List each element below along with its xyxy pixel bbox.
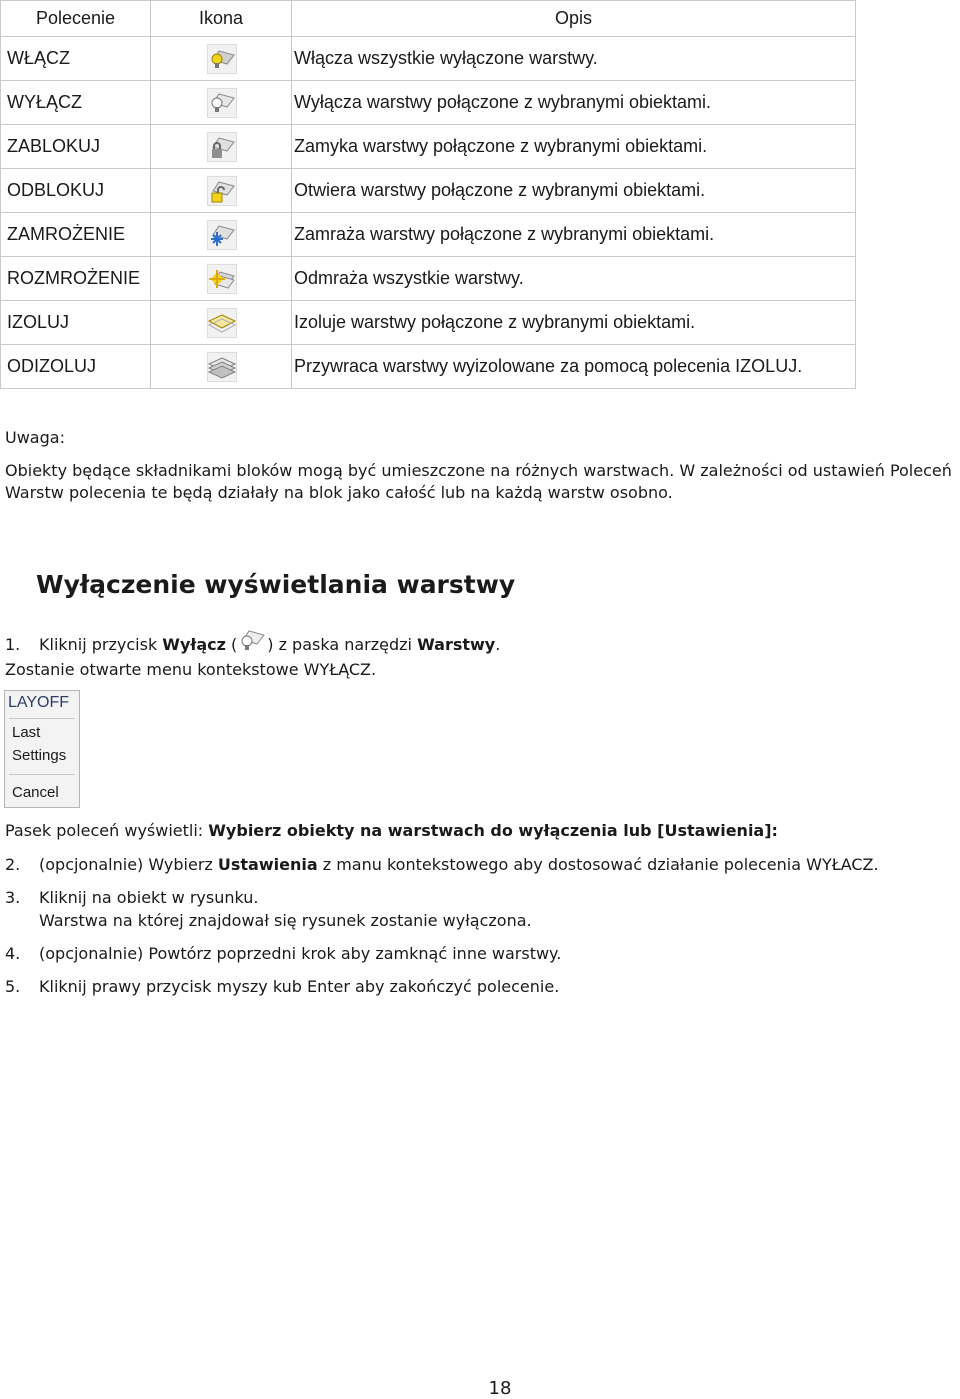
table-row: [1, 213, 856, 257]
description-cell: Wyłącza warstwy połączone z wybranymi obiektami.: [292, 81, 856, 125]
step-text: Kliknij na obiekt w rysunku.: [39, 888, 259, 907]
menu-separator: [9, 774, 75, 775]
unisolate-layer-icon: [207, 352, 237, 382]
table-row: [1, 37, 856, 81]
step-bold: Ustawienia: [217, 855, 318, 874]
lock-layer-icon: [207, 132, 237, 162]
header-command: Polecenie: [1, 1, 151, 37]
note-line-2: Warstw polecenia te będą działały na blok jako całość lub na każdą warstw osobno.: [5, 483, 673, 502]
step-text: Kliknij prawy przycisk myszy kub Enter aby zakończyć polecenie.: [39, 977, 560, 996]
freeze-layer-icon: [207, 220, 237, 250]
description-cell: Przywraca warstwy wyizolowane za pomocą polecenia IZOLUJ.: [292, 345, 856, 389]
prompt-text: Pasek poleceń wyświetli:: [5, 821, 209, 840]
note-line-1: Obiekty będące składnikami bloków mogą być umieszczone na różnych warstwach. W zależności od ustawień Poleceń: [5, 461, 952, 480]
table-row: [1, 345, 856, 389]
prompt-bold: Wybierz obiekty na warstwach do wyłączenia lub [Ustawienia]:: [208, 821, 778, 840]
step-text: Kliknij przycisk: [39, 635, 163, 654]
table-row: [1, 257, 856, 301]
command-cell: WŁĄCZ: [1, 37, 151, 81]
step-1: [5, 626, 500, 656]
step-text: z manu kontekstowego aby dostosować działanie polecenia WYŁACZ.: [317, 855, 879, 874]
step-number: 1.: [5, 635, 21, 654]
command-cell: ROZMROŻENIE: [1, 257, 151, 301]
command-cell: IZOLUJ: [1, 301, 151, 345]
table-row: [1, 301, 856, 345]
menu-item-last[interactable]: Last: [12, 724, 41, 741]
command-cell: ODBLOKUJ: [1, 169, 151, 213]
menu-item-settings[interactable]: Settings: [12, 747, 67, 764]
step-4: [5, 944, 561, 963]
bulb-off-icon: [237, 626, 267, 656]
step-text: (opcjonalnie) Powtórz poprzedni krok aby zamknąć inne warstwy.: [39, 944, 562, 963]
description-cell: Odmraża wszystkie warstwy.: [292, 257, 856, 301]
menu-title: LAYOFF: [8, 694, 70, 711]
step-bold: Warstwy: [417, 635, 496, 654]
description-cell: Izoluje warstwy połączone z wybranymi obiektami.: [292, 301, 856, 345]
isolate-layer-icon: [207, 308, 237, 338]
step-3: [5, 888, 259, 907]
step-1-note: Zostanie otwarte menu kontekstowe WYŁĄCZ.: [5, 660, 377, 679]
thaw-layer-icon: [207, 264, 237, 294]
step-2: [5, 855, 879, 874]
command-cell: ZABLOKUJ: [1, 125, 151, 169]
page-number: 18: [488, 1378, 512, 1399]
commands-table: [0, 0, 856, 389]
header-icon: Ikona: [151, 1, 292, 37]
table-row: [1, 169, 856, 213]
description-cell: Zamraża warstwy połączone z wybranymi obiektami.: [292, 213, 856, 257]
note-label: Uwaga:: [5, 428, 65, 447]
table-row: [1, 81, 856, 125]
bulb-off-icon: [207, 88, 237, 118]
step-3-line-2: Warstwa na której znajdował się rysunek zostanie wyłączona.: [39, 911, 532, 930]
description-cell: Zamyka warstwy połączone z wybranymi obiektami.: [292, 125, 856, 169]
step-number: 3.: [5, 888, 21, 907]
step-number: 2.: [5, 855, 21, 874]
layoff-context-menu: [4, 690, 80, 808]
header-description: Opis: [292, 1, 856, 37]
menu-item-cancel[interactable]: Cancel: [12, 784, 59, 801]
description-cell: Włącza wszystkie wyłączone warstwy.: [292, 37, 856, 81]
step-text: .: [495, 635, 501, 654]
table-row: [1, 125, 856, 169]
command-cell: WYŁĄCZ: [1, 81, 151, 125]
unlock-layer-icon: [207, 176, 237, 206]
step-bold: Wyłącz: [162, 635, 226, 654]
description-cell: Otwiera warstwy połączone z wybranymi obiektami.: [292, 169, 856, 213]
step-text: (: [225, 635, 238, 654]
command-prompt-line: [5, 821, 778, 840]
command-cell: ZAMROŻENIE: [1, 213, 151, 257]
command-cell: ODIZOLUJ: [1, 345, 151, 389]
section-title: Wyłączenie wyświetlania warstwy: [36, 570, 516, 599]
step-5: [5, 977, 559, 996]
menu-separator: [9, 718, 75, 719]
bulb-on-icon: [207, 44, 237, 74]
step-text: (opcjonalnie) Wybierz: [39, 855, 218, 874]
step-text: ) z paska narzędzi: [267, 635, 418, 654]
step-number: 5.: [5, 977, 21, 996]
table-header-row: [1, 1, 856, 37]
step-number: 4.: [5, 944, 21, 963]
